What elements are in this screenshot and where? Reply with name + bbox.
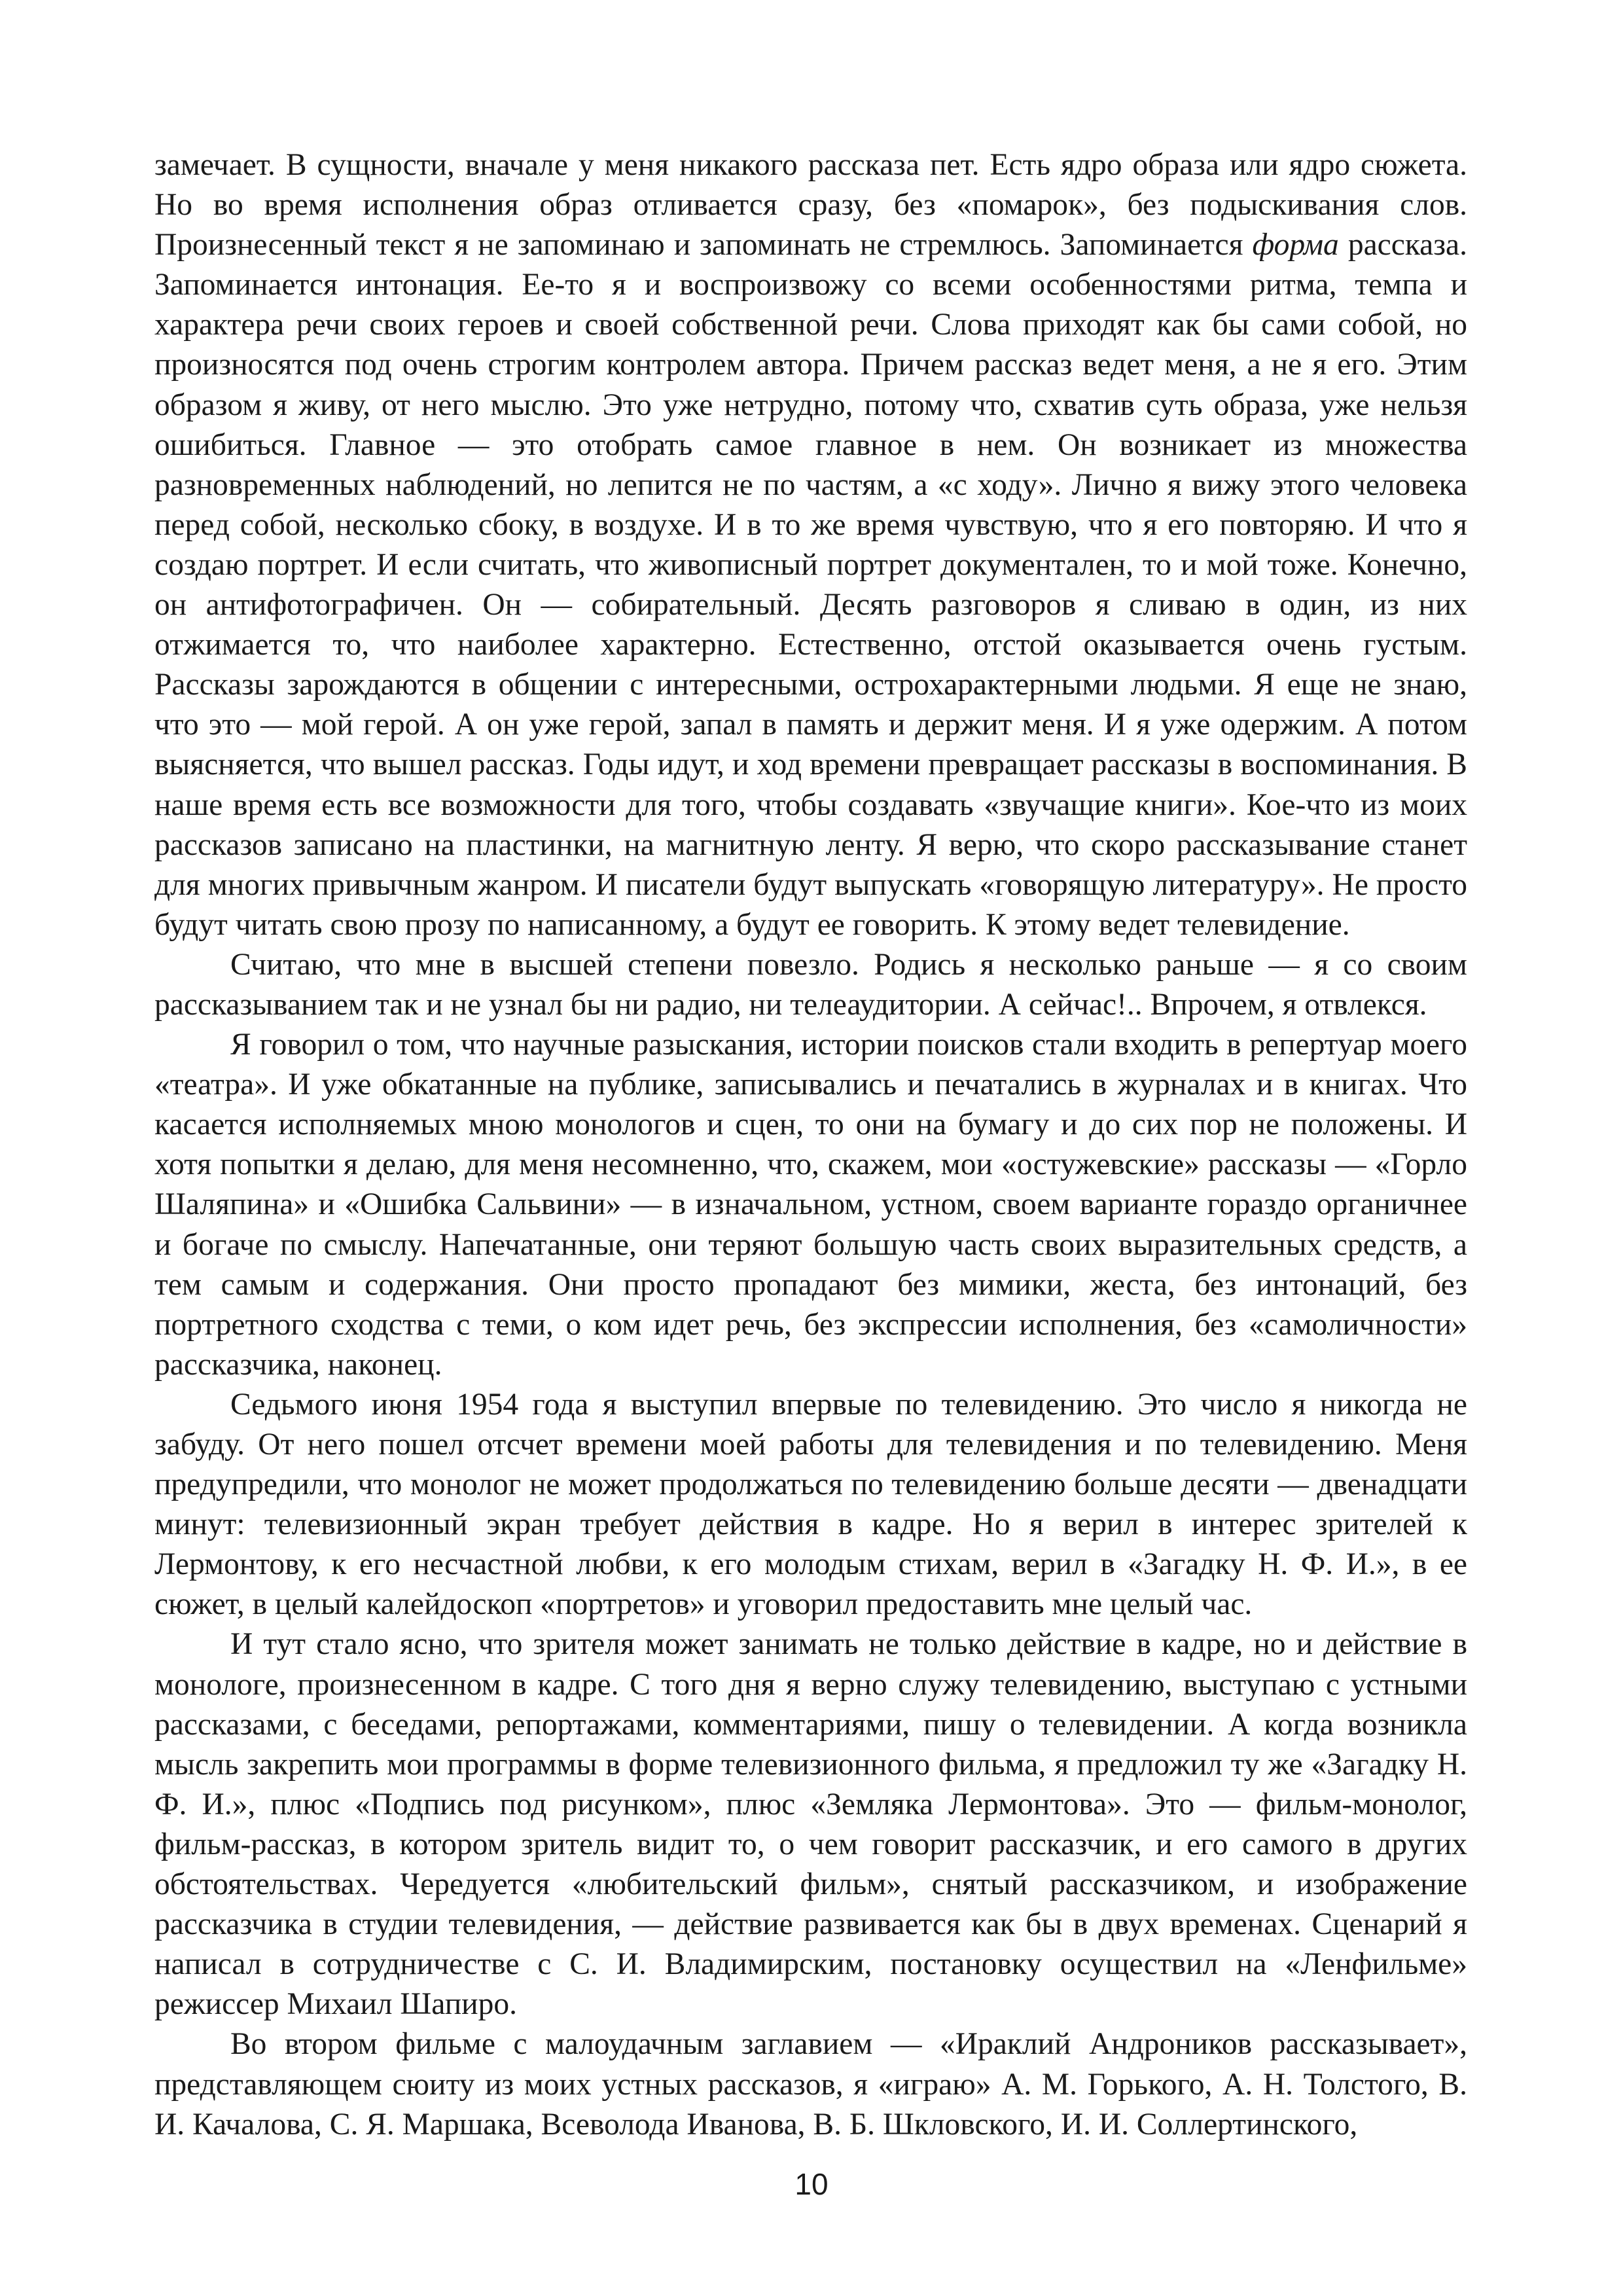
paragraph-2: Считаю, что мне в высшей степени повезло. Родись я несколько раньше — я со своим рассказыванием так и не узнал бы ни радио, ни телеаудитории. А сейчас!.. Впрочем, я отвлекся.: [154, 947, 1467, 1022]
paragraph-6: Во втором фильме с малоудачным заглавием — «Ираклий Андроников рассказывает», представляющем сюиту из моих устных рассказов, я «играю» А. М. Горького, А. Н. Толстого, В. И. Качалова, С. Я. Маршака, Всеволода Иванова, В. Б. Шкловского, И. И. Соллертинского,: [154, 2027, 1467, 2142]
page-body: [154, 145, 1467, 2145]
page-number: 10: [794, 2167, 829, 2201]
paragraph-1-emphasis: форма: [1252, 228, 1339, 262]
paragraph-5: И тут стало ясно, что зрителя может занимать не только действие в кадре, но и действие в монологе, произнесенном в кадре. С того дня я верно служу телевидению, выступаю с устными рассказами, с беседами, репортажами, комментариями, пишу о телевидении. А когда возникла мысль закрепить мои программы в форме телевизионного фильма, я предложил ту же «Загадку Н. Ф. И.», плюс «Подпись под рисунком», плюс «Земляка Лермонтова». Это — фильм-монолог, фильм-рассказ, в котором зритель видит то, о чем говорит рассказчик, и его самого в других обстоятельствах. Чередуется «любительский фильм», снятый рассказчиком, и изображение рассказчика в студии телевидения, — действие развивается как бы в двух временах. Сценарий я написал в сотрудничестве с С. И. Владимирским, постановку осуществил на «Ленфильме» режиссер Михаил Шапиро.: [154, 1627, 1467, 2022]
paragraph-1-text-b: рассказа. Запоминается интонация. Ее-то я и воспроизвожу со всеми особенностями ритма, темпа и характера речи своих героев и своей собственной речи. Слова приходят как бы сами собой, но произносятся под очень строгим контролем автора. Причем рассказ ведет меня, а не я его. Этим образом я живу, от него мыслю. Это уже нетрудно, потому что, схватив суть образа, уже нельзя ошибиться. Главное — это отобрать самое главное в нем. Он возникает из множества разновременных наблюдений, но лепится не по частям, а «с ходу». Лично я вижу этого человека перед собой, несколько сбоку, в воздухе. И в то же время чувствую, что я его повторяю. И что я создаю портрет. И если считать, что живописный портрет документален, то и мой тоже. Конечно, он антифотографичен. Он — собирательный. Десять разговоров я сливаю в один, из них отжимается то, что наиболее характерно. Естественно, отстой оказывается очень густым. Рассказы зарождаются в общении с интересными, острохарактерными людьми. Я еще не знаю, что это — мой герой. А он уже герой, запал в память и держит меня. И я уже одержим. А потом выясняется, что вышел рассказ. Годы идут, и ход времени превращает рассказы в воспоминания. В наше время есть все возможности для того, чтобы создавать «звучащие книги». Кое-что из моих рассказов записано на пластинки, на магнитную ленту. Я верю, что скоро рассказывание станет для многих привычным жанром. И писатели будут выпускать «говорящую литературу». Не просто будут читать свою прозу по написанному, а будут ее говорить. К этому ведет телевидение.: [154, 228, 1467, 942]
paragraph-3: Я говорил о том, что научные разыскания, истории поисков стали входить в репертуар моего «театра». И уже обкатанные на публике, записывались и печатались в журналах и в книгах. Что касается исполняемых мною монологов и сцен, то они на бумагу и до сих пор не положены. И хотя попытки я делаю, для меня несомненно, что, скажем, мои «остужевские» рассказы — «Горло Шаляпина» и «Ошибка Сальвини» — в изначальном, устном, своем варианте гораздо органичнее и богаче по смыслу. Напечатанные, они теряют большую часть своих выразительных средств, а тем самым и содержания. Они просто пропадают без мимики, жеста, без интонаций, без портретного сходства с теми, о ком идет речь, без экспрессии исполнения, без «самоличности» рассказчика, наконец.: [154, 1028, 1467, 1382]
paragraph-1: [154, 145, 1467, 945]
paragraph-4: Седьмого июня 1954 года я выступил впервые по телевидению. Это число я никогда не забуду. От него пошел отсчет времени моей работы для телевидения и по телевидению. Меня предупредили, что монолог не может продолжаться по телевидению больше десяти — двенадцати минут: телевизионный экран требует действия в кадре. Но я верил в интерес зрителей к Лермонтову, к его несчастной любви, к его молодым стихам, верил в «Загадку Н. Ф. И.», в ее сюжет, в целый калейдоскоп «портретов» и уговорил предоставить мне целый час.: [154, 1387, 1467, 1622]
paragraph-1-text-a: замечает. В сущности, вначале у меня никакого рассказа пет. Есть ядро образа или ядро сюжета. Но во время исполнения образ отливается сразу, без «помарок», без подыскивания слов. Произнесенный текст я не запоминаю и запоминать не стремлюсь. Запоминается: [154, 148, 1467, 262]
